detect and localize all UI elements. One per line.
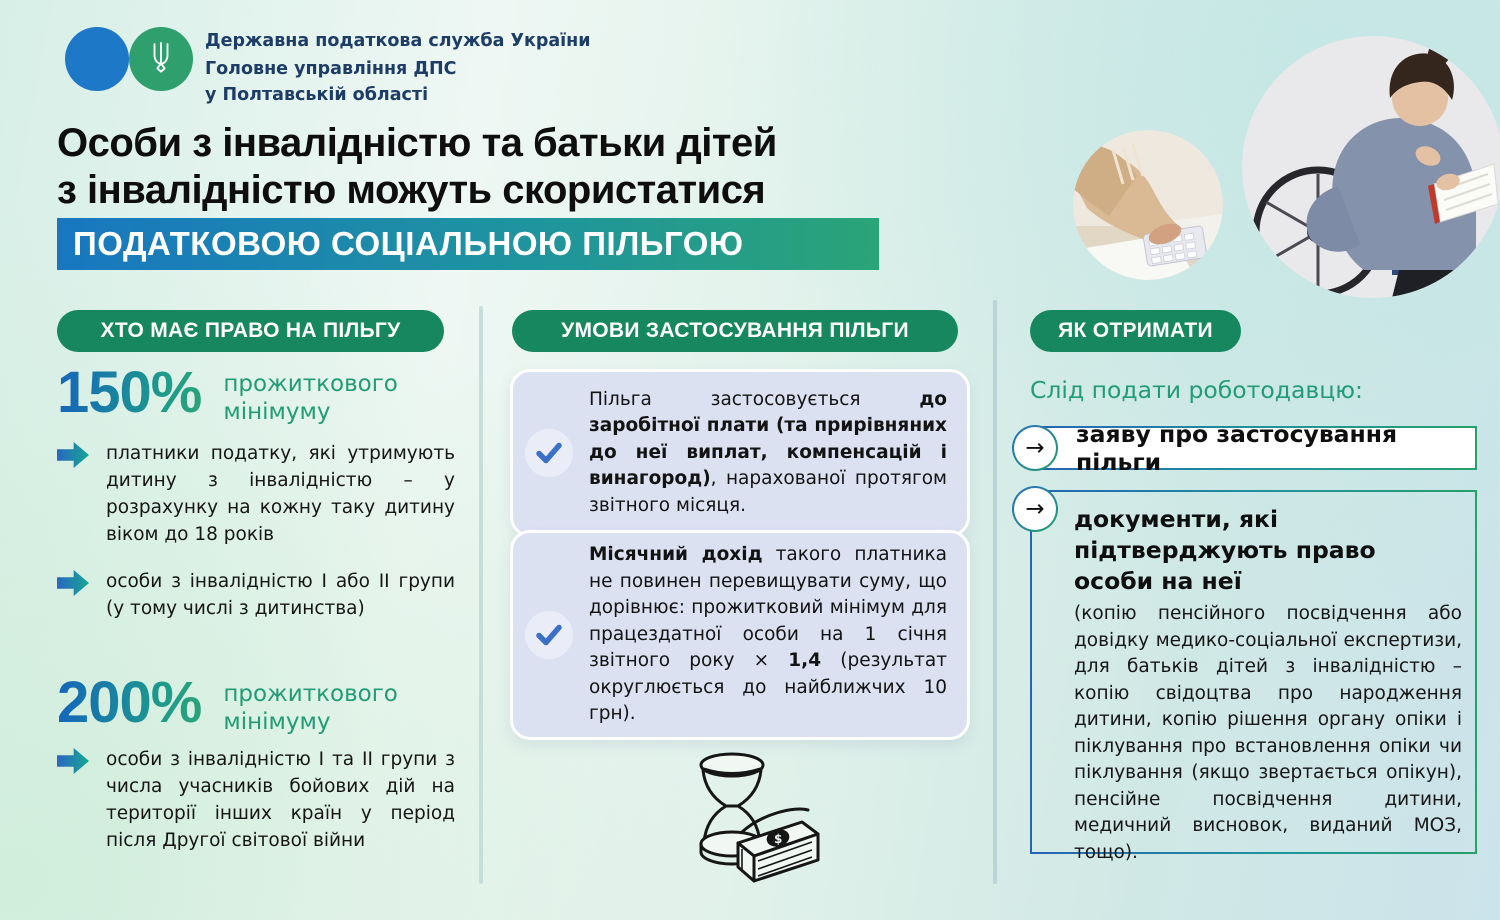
percent-unit: прожиткового мінімуму <box>223 681 398 735</box>
arrow-right-icon <box>57 570 89 596</box>
list-item <box>57 568 455 622</box>
how-to-intro: Слід подати роботодавцю: <box>1030 376 1363 404</box>
text-part: (результат округлюється до найближчих 10 грн). <box>589 650 947 725</box>
photo-person-using-calculator <box>1073 130 1223 280</box>
eligibility-list-200 <box>57 746 455 854</box>
office-line2: у Полтавській області <box>205 85 429 105</box>
percent-unit: прожиткового мінімуму <box>223 371 398 425</box>
condition-card <box>510 530 970 740</box>
text-part: , нарахованої протягом звітного місяця. <box>589 468 947 516</box>
logo-green-circle <box>129 27 193 91</box>
condition-text <box>589 387 947 520</box>
check-icon <box>525 611 573 659</box>
arrow-right-icon <box>57 748 89 774</box>
percent-value: 200% <box>57 670 202 735</box>
org-name: Державна податкова служба України <box>205 31 591 51</box>
step-documents <box>1030 490 1477 863</box>
step-details: (копію пенсійного посвідчення або довідку медико-соціальної експертизи, для батьків дітей з інвалідністю – копію свідоцтва про народження дитини, копію рішення органу опіки і піклування про встановлення опіки чи піклування (якщо звертається опікун), пенсійне посвідчення дитини, медичний висновок, виданий МОЗ, тощо). <box>1074 603 1462 863</box>
condition-text <box>589 542 947 728</box>
trident-icon <box>148 40 174 78</box>
page-title <box>57 120 777 214</box>
list-item-text: особи з інвалідністю I та II групи з числа учасників бойових дій на території інших країн у період після Другої світової війни <box>106 749 455 851</box>
eligibility-group-150 <box>57 362 457 426</box>
list-item <box>57 440 455 548</box>
step-arrow-icon <box>1012 486 1058 532</box>
list-item <box>57 746 455 854</box>
condition-card <box>510 369 970 537</box>
column-divider <box>993 300 997 884</box>
page-title-line2: з інвалідністю можуть скористатися <box>57 168 766 212</box>
hourglass-money-icon <box>682 748 822 902</box>
arrow-right-icon <box>57 442 89 468</box>
check-icon <box>525 429 573 477</box>
section-header-conditions: УМОВИ ЗАСТОСУВАННЯ ПІЛЬГИ <box>512 310 958 352</box>
section-header-how-to: ЯК ОТРИМАТИ <box>1030 310 1241 352</box>
arrow-glyph: → <box>1025 435 1045 461</box>
step-application <box>1030 420 1477 476</box>
text-part: такого платника не повинен перевищувати суму, що дорівнює: прожитковий мінімум для працездатної особи на 1 січня звітного року × <box>589 544 947 672</box>
arrow-glyph: → <box>1025 496 1045 522</box>
section-header-eligibility: ХТО МАЄ ПРАВО НА ПІЛЬГУ <box>57 310 444 352</box>
eligibility-group-200 <box>57 672 457 736</box>
office-line1: Головне управління ДПС <box>205 59 457 79</box>
step-arrow-icon <box>1012 425 1058 471</box>
list-item-text: особи з інвалідністю I або II групи (у тому числі з дитинства) <box>106 571 455 619</box>
text-part-bold: Місячний дохід <box>589 544 763 566</box>
text-part: Пільга застосовується <box>589 388 920 410</box>
logo-blue-circle <box>65 27 129 91</box>
org-header <box>205 28 591 108</box>
list-item-text: платники податку, які утримують дитину з інвалідністю – у розрахунку на кожну таку дитину віком до 18 років <box>106 443 455 545</box>
photo-woman-in-wheelchair-reading <box>1242 36 1500 298</box>
svg-text:$: $ <box>774 832 783 846</box>
text-part-bold: 1,4 <box>788 650 822 672</box>
text-part-bold: до заробітної плати (та прирівняних до неї виплат, компенсацій і винагород) <box>589 388 947 490</box>
column-divider <box>479 306 483 884</box>
eligibility-list-150 <box>57 440 455 622</box>
percent-value: 150% <box>57 360 202 425</box>
page-title-line1: Особи з інвалідністю та батьки дітей <box>57 121 777 165</box>
step-title: документи, які підтверджують право особи на неї <box>1074 505 1376 595</box>
step-title: заяву про застосування пільги <box>1076 420 1398 476</box>
title-highlight-banner: ПОДАТКОВОЮ СОЦІАЛЬНОЮ ПІЛЬГОЮ <box>57 218 879 270</box>
